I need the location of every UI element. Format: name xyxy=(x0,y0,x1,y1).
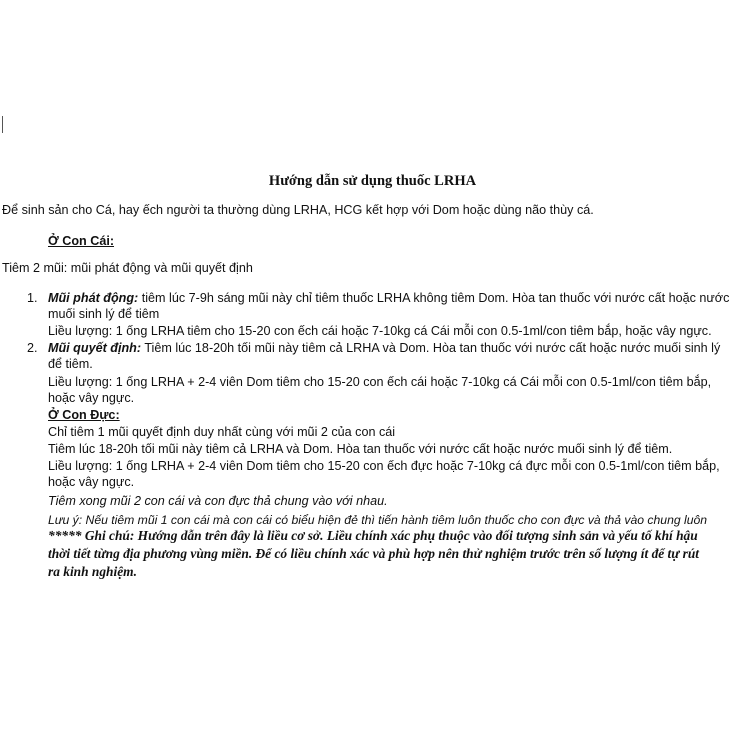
male-line2: Tiêm lúc 18-20h tối mũi này tiêm cả LRHA và Dom. Hòa tan thuốc với nước cất hoặc nước muối sinh lý để tiêm. xyxy=(48,442,673,456)
male-line1: Chỉ tiêm 1 mũi quyết định duy nhất cùng với mũi 2 của con cái xyxy=(48,425,396,439)
list-item-1-label: Mũi phát động: xyxy=(48,291,139,305)
list-item-2-text: Tiêm lúc 18-20h tối mũi này tiêm cả LRHA và Dom. Hòa tan thuốc với nước cất hoặc nước muối sinh lý xyxy=(141,341,721,355)
list-item-2-label: Mũi quyết định: xyxy=(48,341,142,355)
text-cursor xyxy=(2,116,3,133)
list-item-1-text: tiêm lúc 7-9h sáng mũi này chỉ tiêm thuốc LRHA không tiêm Dom. Hòa tan thuốc với nước cất hoặc nước xyxy=(138,291,730,305)
caution-note: Lưu ý: Nếu tiêm mũi 1 con cái mà con cái có biểu hiện đẻ thì tiến hành tiêm luôn thuốc cho con đực và thả vào chung luôn xyxy=(48,513,708,527)
female-heading: Ở Con Cái: xyxy=(48,234,115,248)
list-item-2-dose-line1: Liều lượng: 1 ống LRHA + 2-4 viên Dom tiêm cho 15-20 con ếch cái hoặc 7-10kg cá Cái mỗi con 0.5-1ml/con tiêm bắp, xyxy=(48,375,712,389)
list-item-2-dose-line2: hoặc vây ngực. xyxy=(48,391,135,405)
after-note: Tiêm xong mũi 2 con cái và con đực thả chung vào với nhau. xyxy=(48,494,388,508)
footnote-line2: thời tiết từng địa phương vùng miền. Để có liều chính xác và phù hợp nên thử nghiệm trước trên số lượng ít để tự rút xyxy=(48,546,700,561)
footnote-line3: ra kinh nghiệm. xyxy=(48,564,137,579)
list-item-1-line2: muối sinh lý để tiêm xyxy=(48,307,160,321)
male-dose-line2: hoặc vây ngực. xyxy=(48,475,135,489)
list-item-1-dose: Liều lượng: 1 ống LRHA tiêm cho 15-20 con ếch cái hoặc 7-10kg cá Cái mỗi con 0.5-1ml/con tiêm bắp, hoặc vây ngực. xyxy=(48,324,712,338)
list-item-2-line1 xyxy=(48,340,720,356)
list-item-2-line2: để tiêm. xyxy=(48,357,93,371)
list-number-2: 2. xyxy=(27,341,38,355)
female-summary: Tiêm 2 mũi: mũi phát động và mũi quyết định xyxy=(2,261,253,275)
footnote-line1: ***** Ghi chú: Hướng dẫn trên đây là liều cơ sở. Liều chính xác phụ thuộc vào đối tượng sinh sản và yếu tố khí hậu xyxy=(48,528,698,543)
document-title: Hướng dẫn sử dụng thuốc LRHA xyxy=(268,173,477,189)
intro-text: Để sinh sản cho Cá, hay ếch người ta thường dùng LRHA, HCG kết hợp với Dom hoặc dùng não thùy cá. xyxy=(2,203,594,217)
list-item-1-line1 xyxy=(48,290,729,306)
list-number-1: 1. xyxy=(27,291,38,305)
male-heading: Ở Con Đực: xyxy=(48,408,120,422)
male-dose-line1: Liều lượng: 1 ống LRHA + 2-4 viên Dom tiêm cho 15-20 con ếch đực hoặc 7-10kg cá đực mỗi con 0.5-1ml/con tiêm bắp, xyxy=(48,459,720,473)
